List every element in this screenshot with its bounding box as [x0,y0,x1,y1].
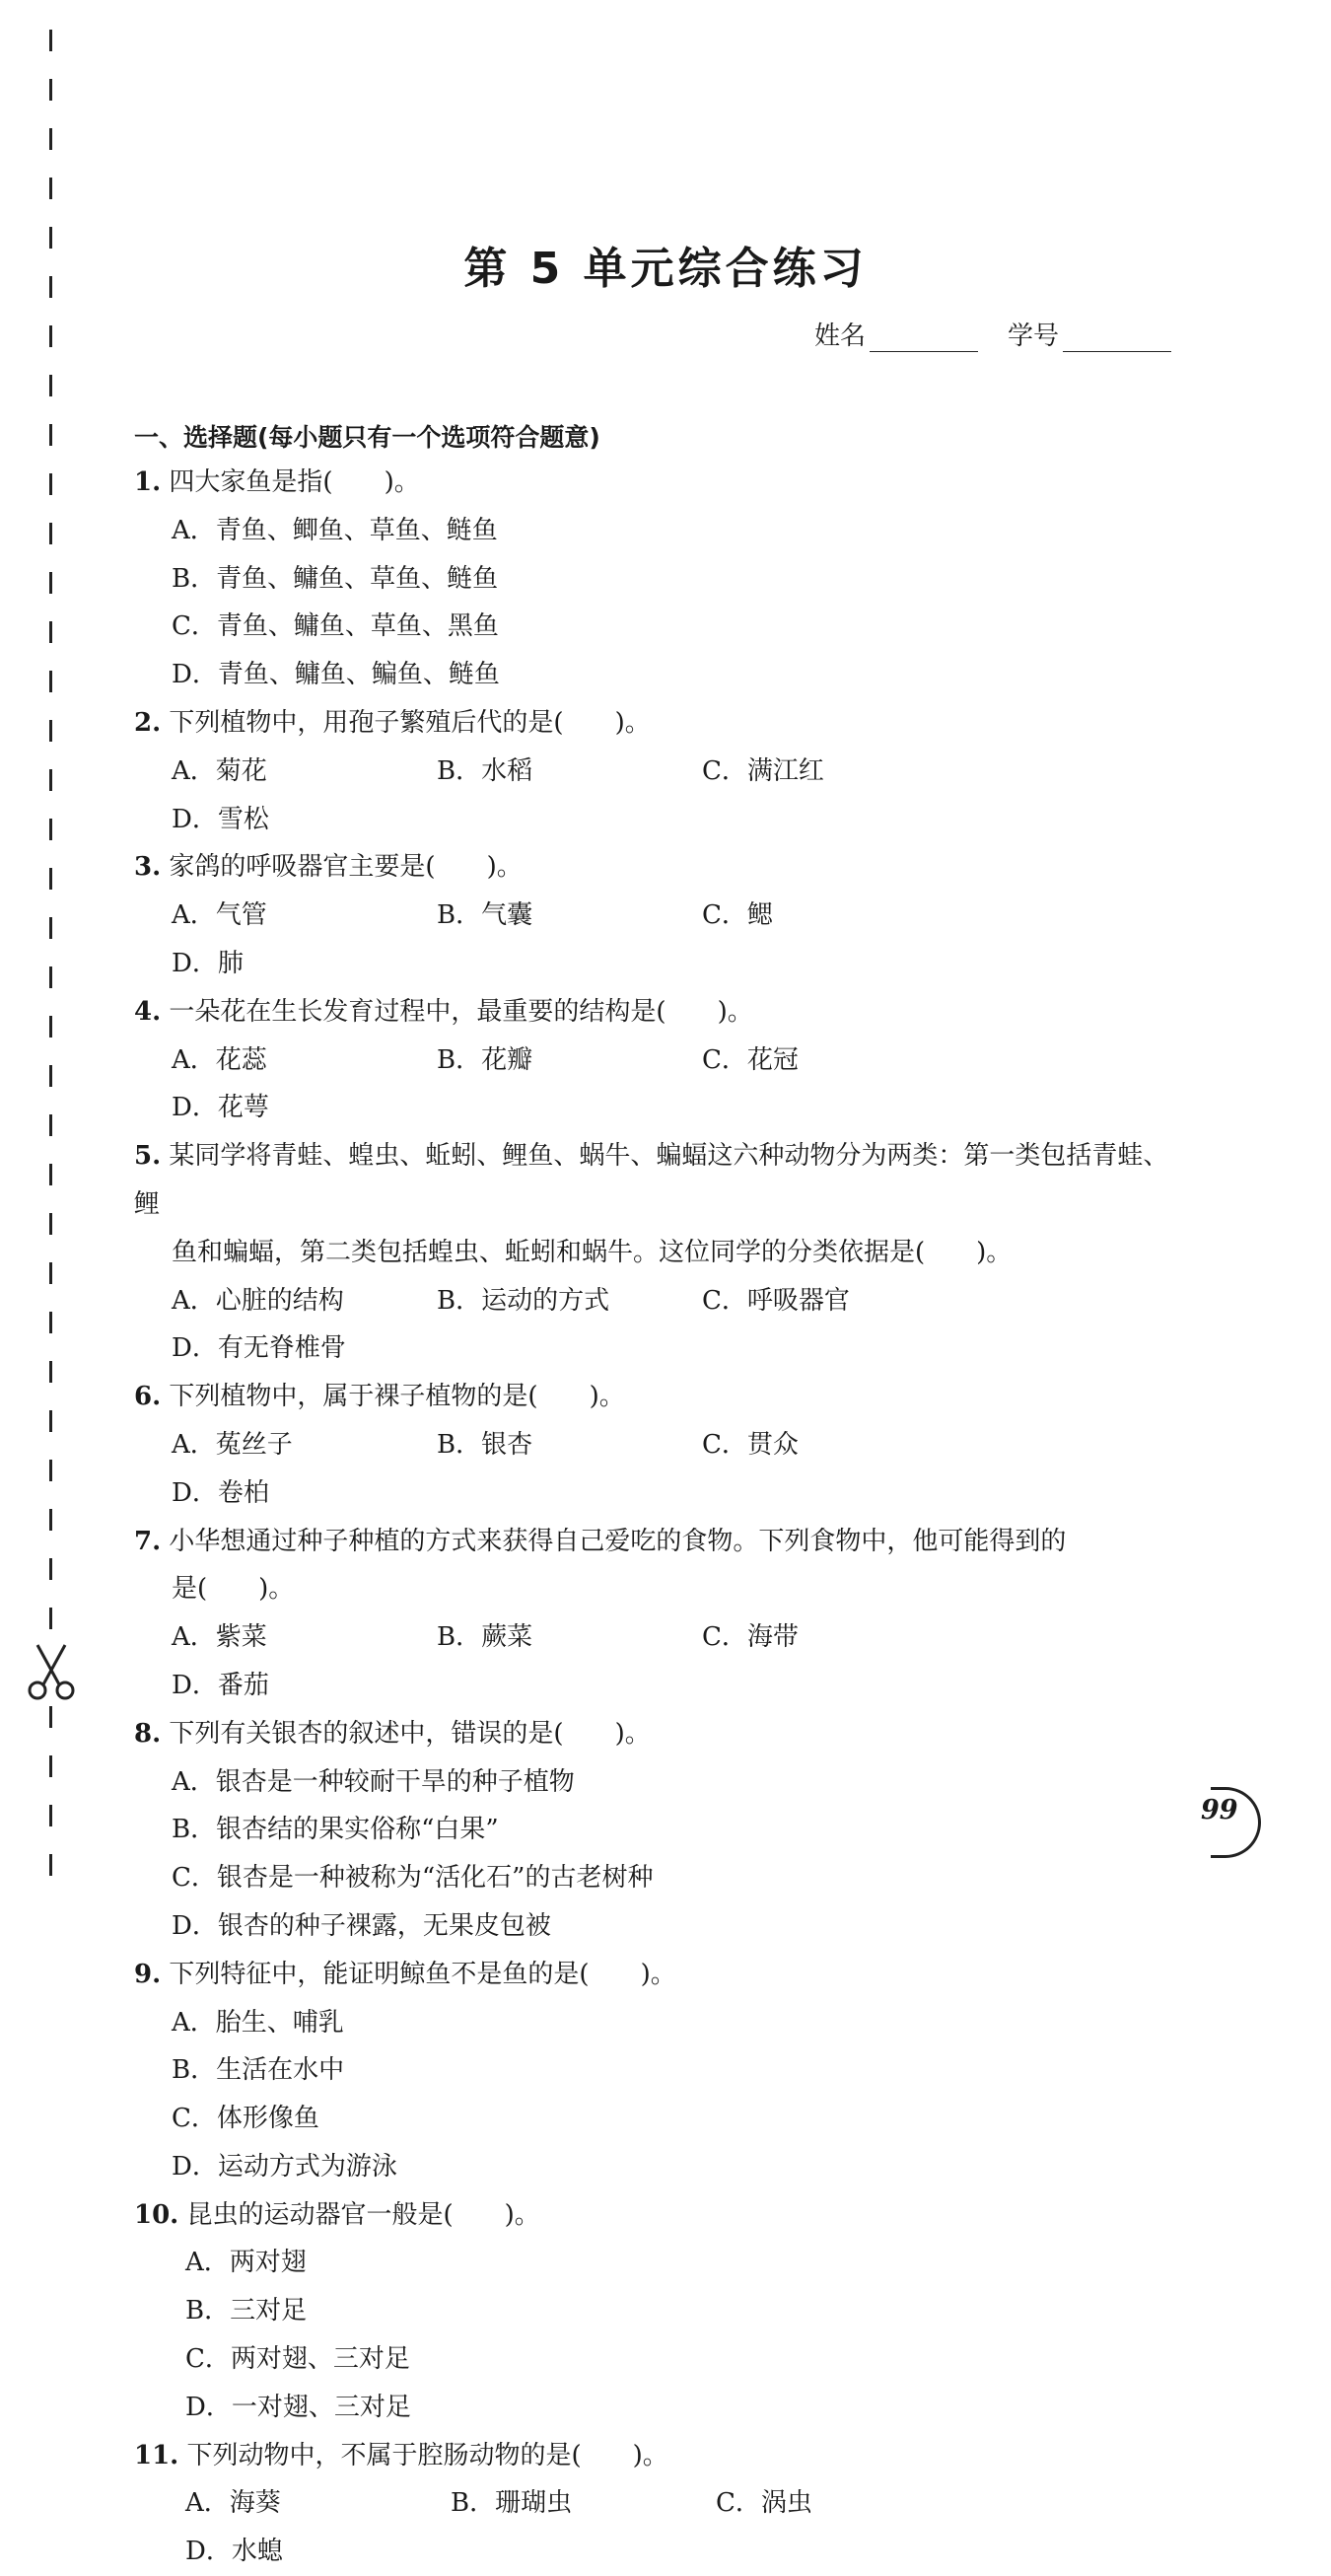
option-c[interactable]: C．花冠 [702,1044,799,1075]
question-3 [134,843,1179,987]
question-list [134,459,1179,2576]
question-number: 7. [134,1526,162,1556]
scissors-icon [24,1643,79,1704]
question-stem [134,1710,1179,1758]
option-a[interactable]: A．菟丝子 [172,1429,293,1460]
option-c[interactable]: C．满江红 [702,755,824,786]
section-title: 一、选择题(每小题只有一个选项符合题意) [134,423,600,452]
option-c[interactable]: C．两对翅、三对足 [185,2344,410,2375]
name-blank[interactable] [870,325,978,352]
cut-line [49,30,52,1903]
option-b[interactable]: B．水稻 [437,755,533,786]
option-d[interactable]: D．花萼 [172,1093,269,1123]
option-a[interactable]: A．心脏的结构 [172,1285,344,1316]
question-1 [134,459,1179,699]
question-number: 10. [134,2199,179,2230]
option-list [134,507,1179,699]
question-text: 昆虫的运动器官一般是( )。 [186,2199,540,2230]
question-number: 11. [134,2440,179,2470]
option-c[interactable]: C．涡虫 [716,2488,812,2519]
question-8 [134,1710,1179,1951]
question-text: 小华想通过种子种植的方式来获得自己爱吃的食物。下列食物中，他可能得到的 [169,1526,1067,1556]
question-number: 6. [134,1382,162,1412]
option-d[interactable]: D．银杏的种子裸露，无果皮包被 [172,1910,551,1941]
question-number: 5. [134,1141,162,1172]
question-4 [134,988,1179,1132]
question-number: 1. [134,467,162,497]
option-c[interactable]: C．海带 [702,1622,799,1653]
option-a[interactable]: A．胎生、哺乳 [172,2007,344,2038]
question-text: 某同学将青蛙、蝗虫、蚯蚓、鲤鱼、蜗牛、蝙蝠这六种动物分为两类：第一类包括青蛙、鲤 [134,1141,1169,1219]
option-list [134,1613,1179,1710]
question-9 [134,1951,1179,2191]
student-info-row [814,316,1171,352]
question-text-continued: 鱼和蝙蝠，第二类包括蝗虫、蚯蚓和蜗牛。这位同学的分类依据是( )。 [172,1237,1013,1267]
question-stem [134,459,1179,507]
option-d[interactable]: D．番茄 [172,1670,269,1700]
option-c[interactable]: C．呼吸器官 [702,1285,850,1316]
question-number: 4. [134,996,162,1027]
question-10 [134,2191,1179,2432]
option-b[interactable]: B．银杏结的果实俗称“白果” [172,1815,499,1845]
option-d[interactable]: D．雪松 [172,804,269,834]
question-text-continued: 是( )。 [172,1574,295,1605]
question-number: 8. [134,1718,162,1749]
option-b[interactable]: B．气囊 [437,900,533,931]
option-c[interactable]: C．鳃 [702,900,773,931]
option-d[interactable]: D．青鱼、鳙鱼、鳊鱼、鲢鱼 [172,660,500,690]
option-b[interactable]: B．花瓣 [437,1044,533,1075]
question-stem [134,2191,1179,2240]
option-c[interactable]: C．银杏是一种被称为“活化石”的古老树种 [172,1863,654,1894]
id-field[interactable] [1008,316,1171,352]
option-a[interactable]: A．两对翅 [185,2248,307,2278]
question-text: 下列植物中，用孢子繁殖后代的是( )。 [169,707,651,738]
option-b[interactable]: B．运动的方式 [437,1285,610,1316]
option-a[interactable]: A．紫菜 [172,1622,267,1653]
option-list [134,2239,1179,2431]
option-a[interactable]: A．银杏是一种较耐干旱的种子植物 [172,1766,575,1797]
question-7 [134,1518,1179,1710]
option-list [134,1277,1179,1374]
option-b[interactable]: B．生活在水中 [172,2055,345,2086]
question-stem [134,2432,1179,2480]
option-d[interactable]: D．有无脊椎骨 [172,1333,346,1364]
question-stem [134,1373,1179,1421]
option-a[interactable]: A．气管 [172,900,267,931]
option-a[interactable]: A．海葵 [185,2488,281,2519]
question-2 [134,699,1179,843]
question-text: 下列动物中，不属于腔肠动物的是( )。 [186,2440,668,2470]
question-number: 9. [134,1959,162,1989]
id-blank[interactable] [1063,325,1171,352]
question-stem [134,1951,1179,1999]
page-number-arc [1211,1787,1261,1858]
option-d[interactable]: D．运动方式为游泳 [172,2151,397,2182]
option-b[interactable]: B．青鱼、鳙鱼、草鱼、鲢鱼 [172,563,499,594]
page-number: 99 [1201,1795,1238,1825]
option-list [134,2479,1179,2576]
option-list [134,892,1179,988]
question-5 [134,1132,1179,1373]
name-field[interactable] [814,316,978,352]
question-number: 2. [134,707,162,738]
question-11 [134,2432,1179,2576]
question-stem [134,843,1179,892]
question-stem [134,988,1179,1037]
question-text: 下列特征中，能证明鲸鱼不是鱼的是( )。 [169,1959,676,1989]
question-stem [134,1132,1179,1229]
option-list [134,1758,1179,1951]
option-d[interactable]: D．卷柏 [172,1477,269,1508]
option-c[interactable]: C．体形像鱼 [172,2104,319,2134]
option-d[interactable]: D．肺 [172,948,244,978]
question-number: 3. [134,852,162,883]
option-b[interactable]: B．珊瑚虫 [451,2488,573,2519]
option-c[interactable]: C．贯众 [702,1429,799,1460]
option-b[interactable]: B．银杏 [437,1429,533,1460]
option-d[interactable]: D．一对翅、三对足 [185,2392,411,2422]
question-text: 下列植物中，属于裸子植物的是( )。 [169,1382,625,1412]
option-b[interactable]: B．三对足 [185,2296,308,2326]
option-d[interactable]: D．水螅 [185,2537,283,2567]
name-label: 姓名 [813,322,866,351]
question-text: 家鸽的呼吸器官主要是( )。 [169,852,523,883]
option-a[interactable]: A．菊花 [172,755,267,786]
option-list [134,1037,1179,1133]
question-6 [134,1373,1179,1517]
option-list [134,1999,1179,2191]
option-b[interactable]: B．蕨菜 [437,1622,533,1653]
question-text: 一朵花在生长发育过程中，最重要的结构是( )。 [169,996,753,1027]
option-list [134,1421,1179,1518]
option-a[interactable]: A．青鱼、鲫鱼、草鱼、鲢鱼 [172,515,498,545]
option-list [134,748,1179,844]
option-c[interactable]: C．青鱼、鳙鱼、草鱼、黑鱼 [172,611,499,642]
question-stem [134,1518,1179,1566]
page-title: 第 5 单元综合练习 [463,244,868,294]
question-text: 四大家鱼是指( )。 [169,467,420,497]
option-a[interactable]: A．花蕊 [172,1044,267,1075]
question-stem [134,699,1179,748]
id-label: 学号 [1007,322,1059,351]
question-text: 下列有关银杏的叙述中，错误的是( )。 [169,1718,651,1749]
